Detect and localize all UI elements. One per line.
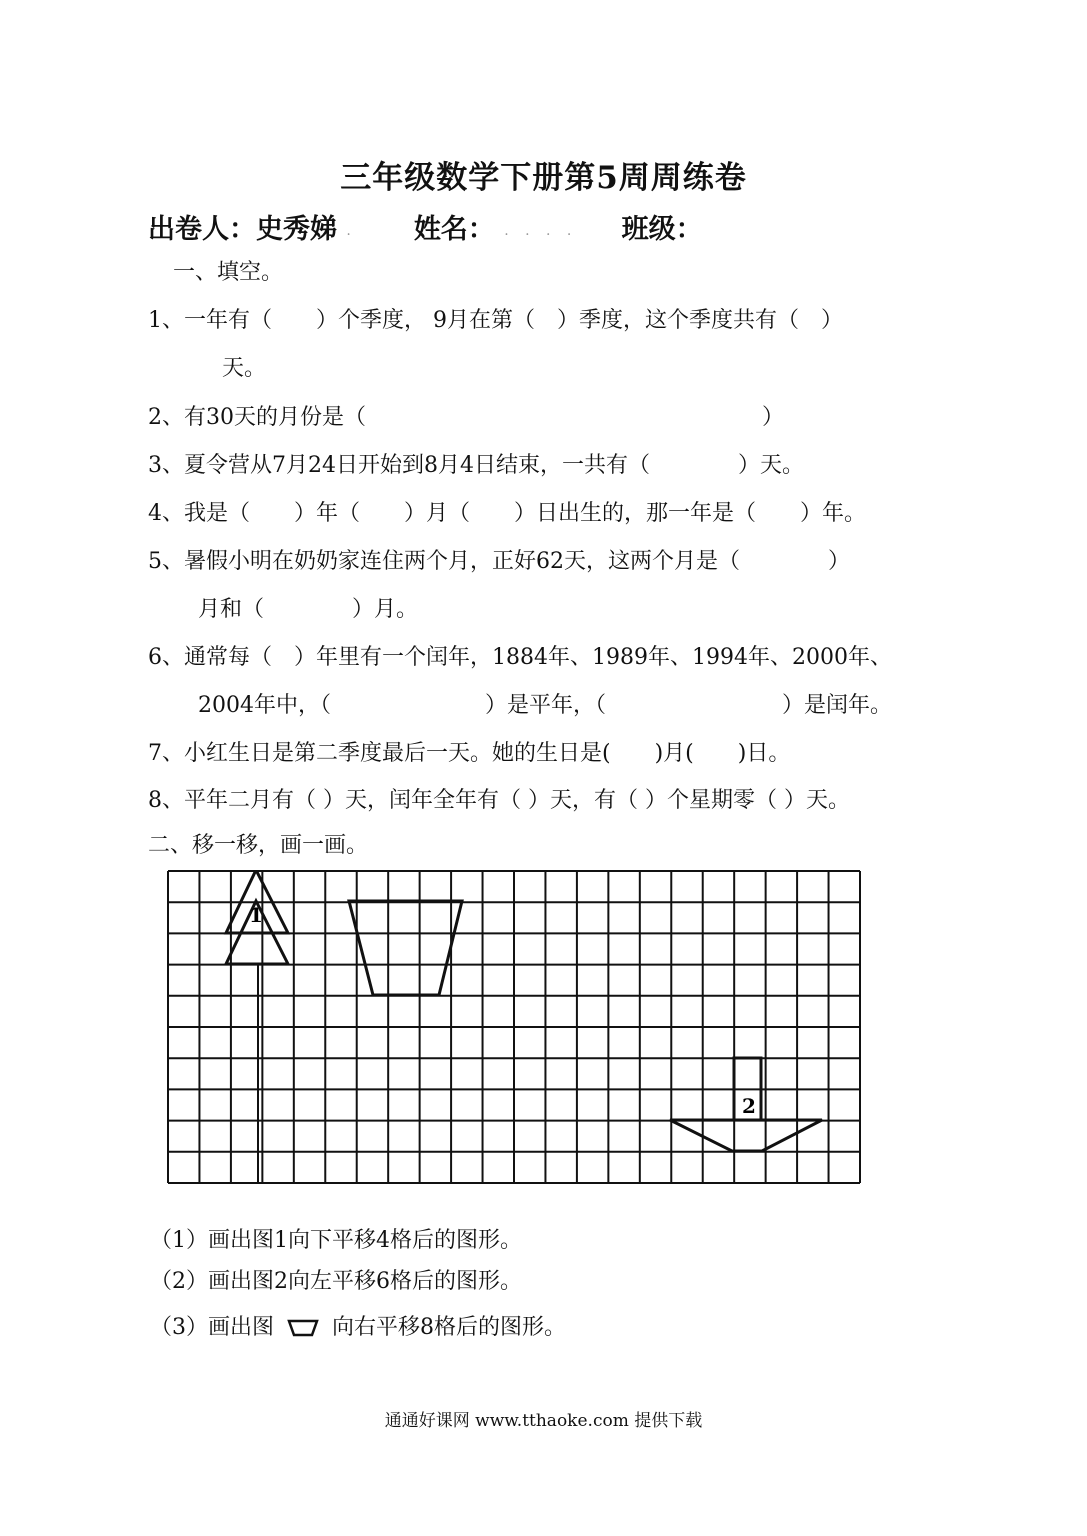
name-label: 姓名： [413, 214, 495, 245]
figure-2-label: 2 [742, 1094, 756, 1118]
instruction-3-prefix: （3）画出图 [150, 1315, 274, 1340]
question-7: 7、小红生日是第二季度最后一天。她的生日是( )月( )日。 [148, 741, 791, 766]
question-6-line2: 2004年中，（ ）是平年，（ ）是闰年。 [198, 693, 892, 718]
instruction-1: （1）画出图1向下平移4格后的图形。 [150, 1228, 522, 1253]
question-4: 4、我是（ ）年（ ）月（ ）日出生的，那一年是（ ）年。 [148, 501, 866, 526]
author-label: 出卷人：史秀娣 [148, 214, 337, 245]
figure-1-label: 1 [249, 903, 263, 927]
section1-heading: 一、填空。 [173, 260, 284, 285]
translation-grid[interactable] [167, 870, 861, 1188]
name-blank[interactable]: . . . . [504, 222, 578, 239]
grid-svg [167, 870, 861, 1184]
instruction-3-suffix: 向右平移8格后的图形。 [332, 1315, 566, 1340]
footer-text: 通通好课网 www.tthaoke.com 提供下载 [384, 1411, 703, 1431]
page-title: 三年级数学下册第5周周练卷 [340, 160, 747, 196]
question-2: 2、有30天的月份是（ ） [148, 405, 784, 430]
author-blank: . [346, 222, 357, 239]
trapezoid-icon [287, 1319, 319, 1337]
grid-lines [168, 871, 860, 1183]
question-3: 3、夏令营从7月24日开始到8月4日结束，一共有（ ）天。 [148, 453, 804, 478]
question-1-line1: 1、一年有（ ）个季度， 9月在第（ ）季度，这个季度共有（ ） [148, 308, 843, 333]
question-1-line2: 天。 [222, 356, 267, 381]
question-5-line1: 5、暑假小明在奶奶家连住两个月，正好62天，这两个月是（ ） [148, 549, 850, 574]
section2-heading: 二、移一移，画一画。 [148, 833, 369, 858]
question-6-line1: 6、通常每（ ）年里有一个闰年，1884年、1989年、1994年、2000年、 [148, 645, 892, 670]
instruction-3 [150, 1313, 566, 1343]
question-5-line2: 月和（ ）月。 [198, 597, 419, 622]
class-label: 班级： [621, 214, 703, 245]
header-info [148, 207, 703, 246]
question-8: 8、平年二月有（ ）天，闰年全年有（ ）天，有（ ）个星期零（ ）天。 [148, 788, 850, 813]
figure-2-hull [670, 1120, 822, 1151]
instruction-2: （2）画出图2向左平移6格后的图形。 [150, 1269, 522, 1294]
trapezoid-figure [349, 901, 462, 995]
